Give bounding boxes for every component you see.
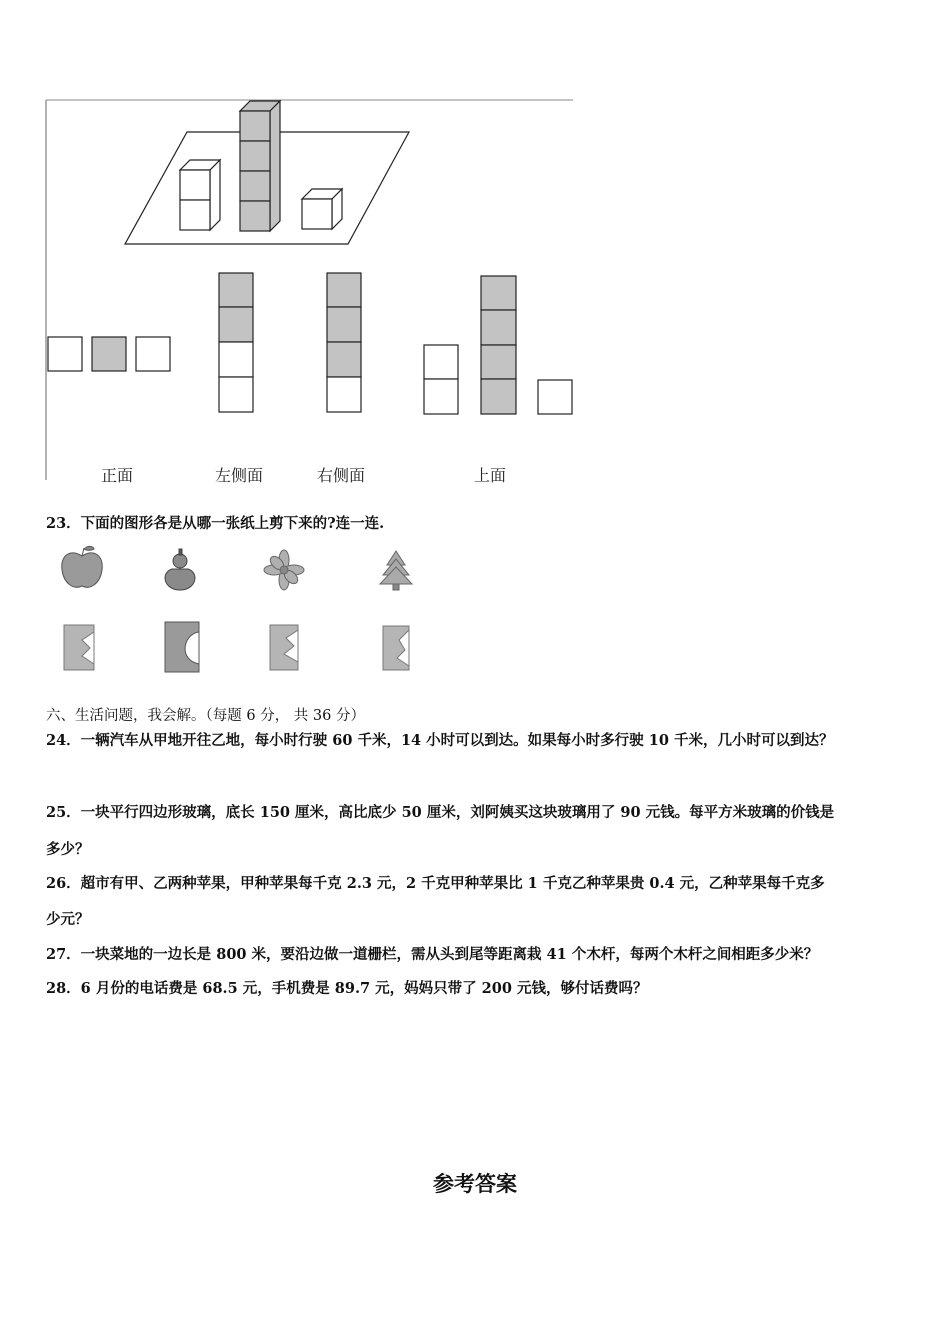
label-right-side: 右侧面 <box>317 466 366 485</box>
label-front: 正面 <box>101 466 134 485</box>
question-23: 23．下面的图形各是从哪一张纸上剪下来的?连一连. <box>46 515 385 532</box>
paper-e-left <box>64 625 94 670</box>
paper-c <box>165 622 199 672</box>
label-left-side: 左侧面 <box>215 466 264 485</box>
paper-e-middle <box>270 625 298 670</box>
apple-shape <box>62 546 103 587</box>
question-26-line-1: 26．超市有甲、乙两种苹果，甲种苹果每千克 2.3 元，2 千克甲种苹果比 1 千克乙种苹果贵 0.4 元，乙种苹果每千克多 <box>46 875 825 892</box>
answer-title: 参考答案 <box>433 1172 517 1196</box>
gourd-shape <box>165 549 195 590</box>
question-25-line-2: 多少？ <box>46 841 90 858</box>
question-25-line-1: 25．一块平行四边形玻璃，底长 150 厘米，高比底少 50 厘米，刘阿姨买这块玻璃用了 90 元钱。每平方米玻璃的价钱是 <box>46 804 835 821</box>
section-6-heading: 六、生活问题，我会解。（每题 6 分， 共 36 分） <box>46 708 365 724</box>
question-28: 28．6 月份的电话费是 68.5 元，手机费是 89.7 元，妈妈只带了 200 元钱，够付话费吗？ <box>46 980 648 997</box>
question-24: 24．一辆汽车从甲地开往乙地，每小时行驶 60 千米，14 小时可以到达。如果每小时多行驶 10 千米，几小时可以到达？ <box>46 732 834 749</box>
tree-shape <box>380 551 412 590</box>
label-top: 上面 <box>474 466 507 485</box>
question-26-line-2: 少元？ <box>46 911 90 928</box>
flower-shape <box>264 550 304 590</box>
question-27: 27．一块菜地的一边长是 800 米，要沿边做一道栅栏，需从头到尾等距离栽 41 个木杆，每两个木杆之间相距多少米？ <box>46 946 819 963</box>
paper-e-right <box>383 626 409 670</box>
